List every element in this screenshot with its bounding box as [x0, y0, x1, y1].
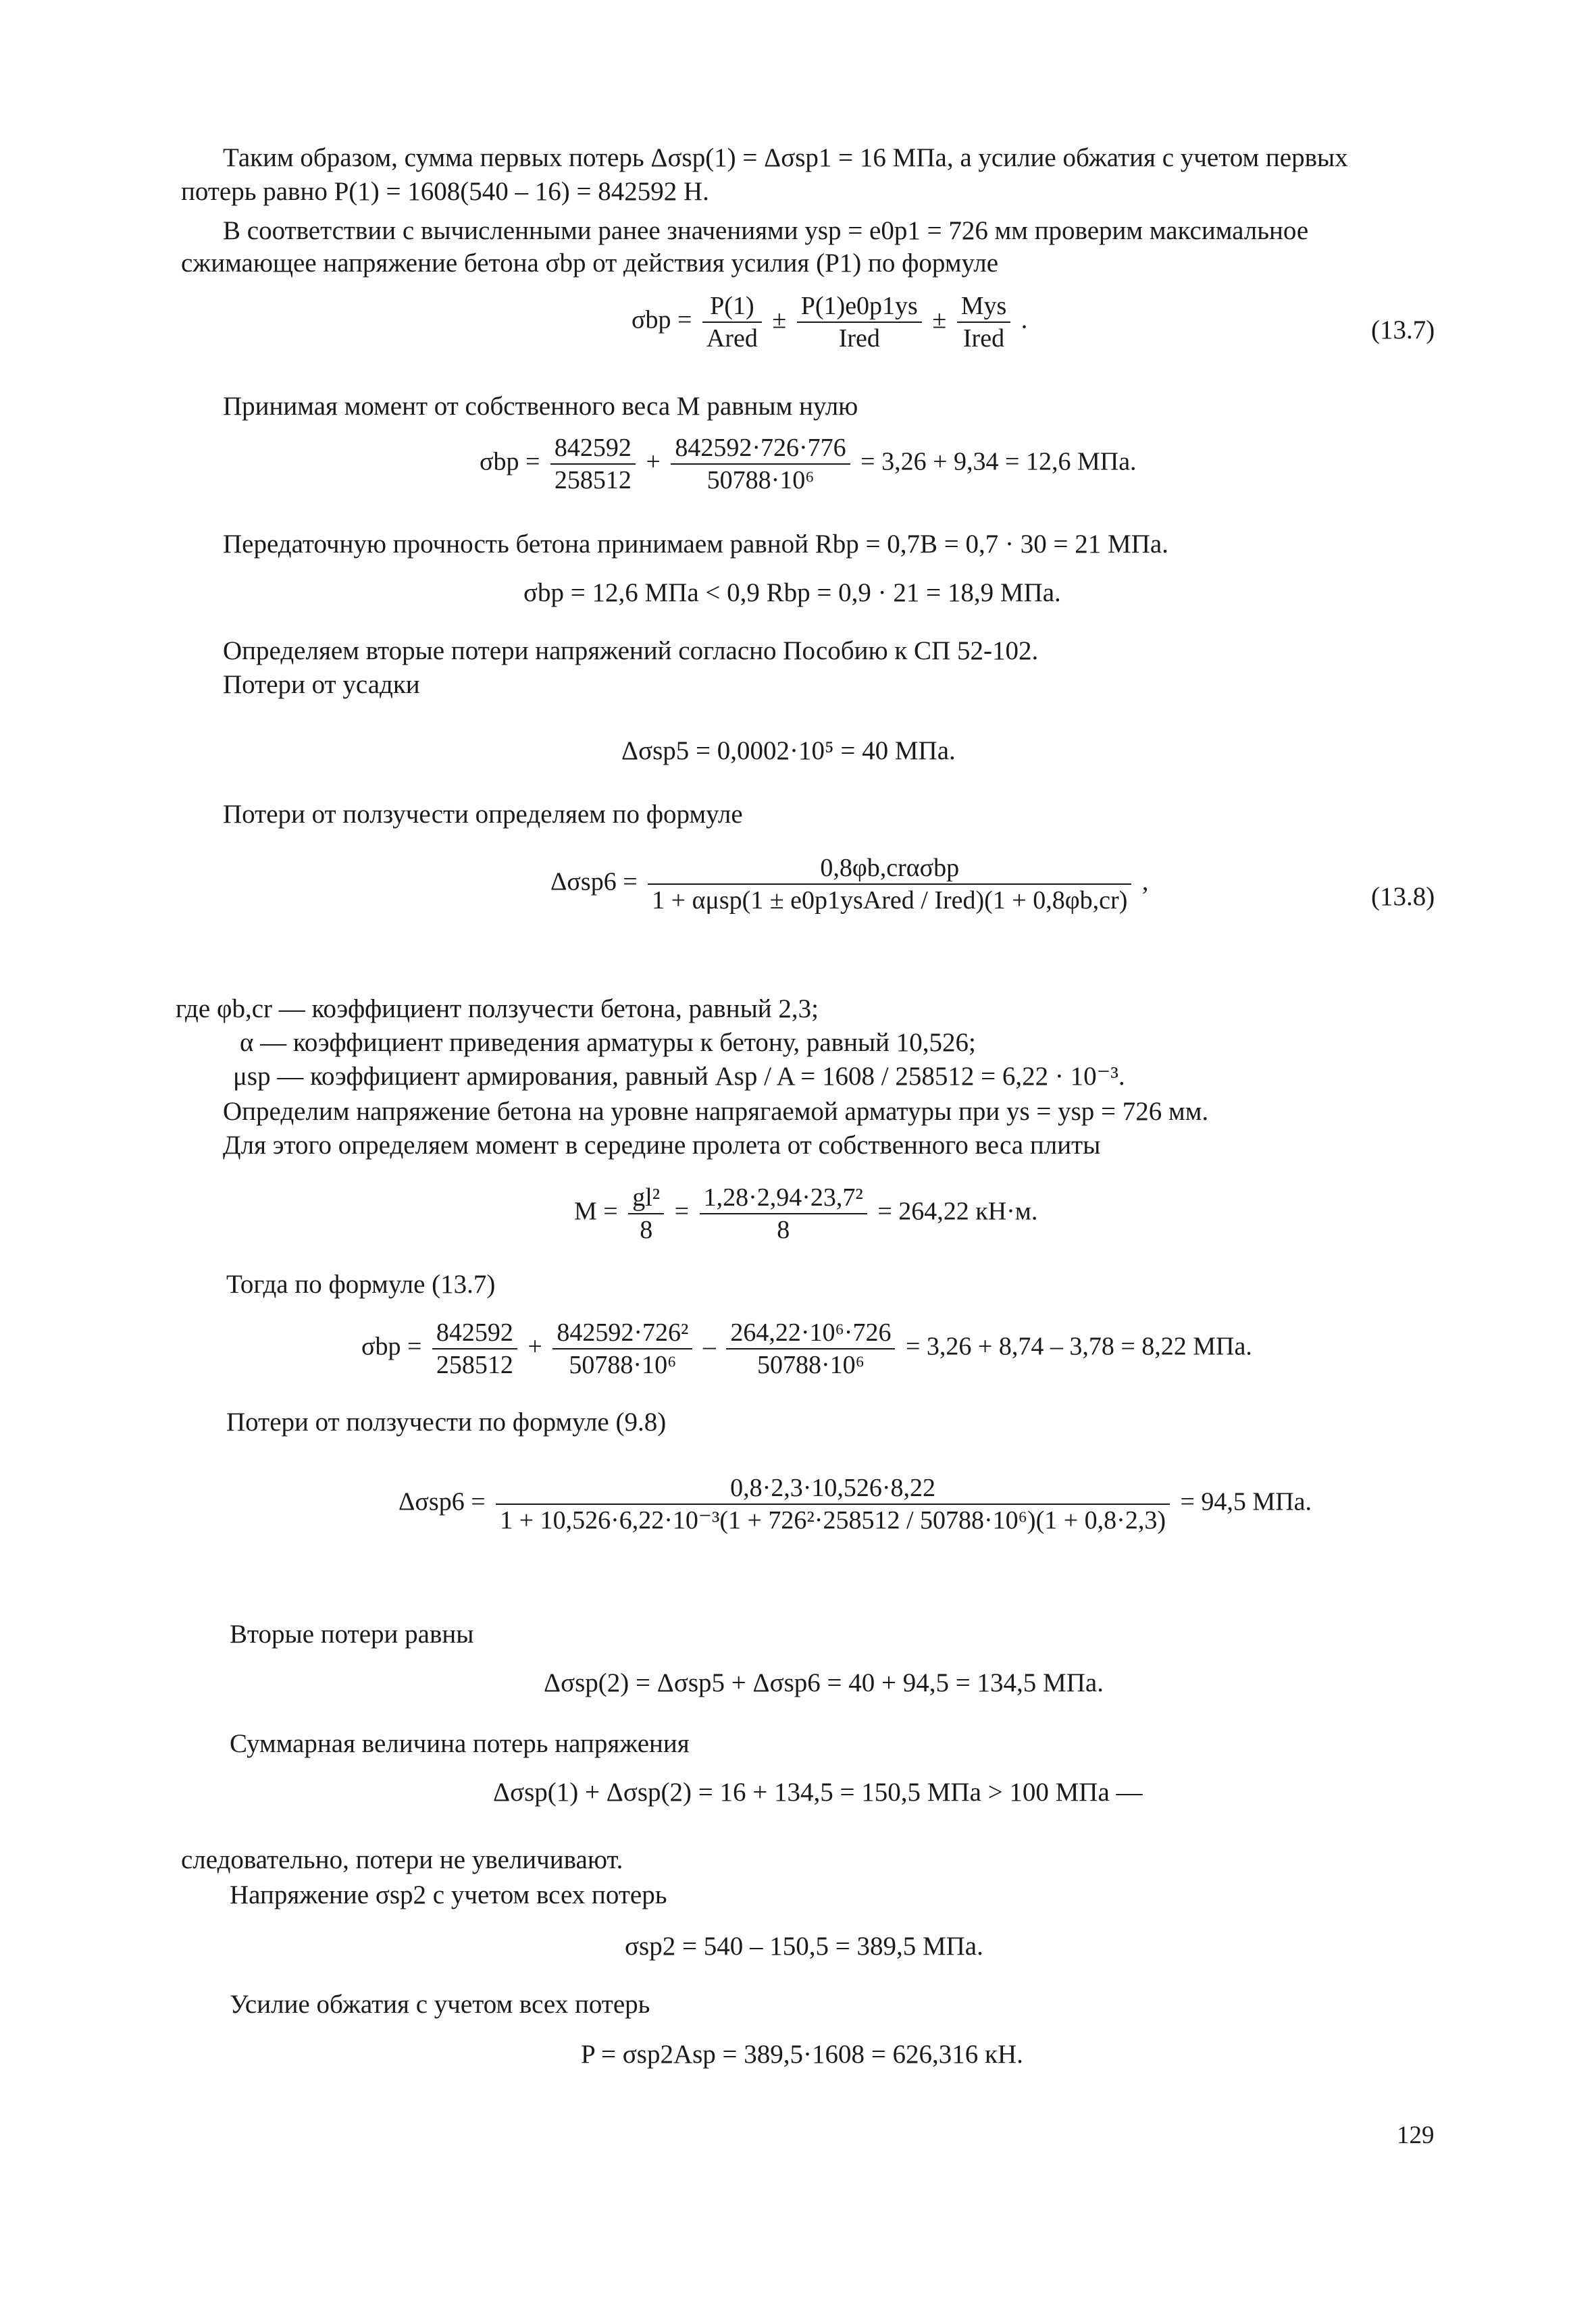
- paragraph-line: потерь равно P(1) = 1608(540 – 16) = 842592 Н.: [181, 177, 709, 206]
- paragraph-line: Определим напряжение бетона на уровне напрягаемой арматуры при ys = ysp = 726 мм.: [223, 1097, 1209, 1126]
- paragraph-line: Определяем вторые потери напряжений согласно Пособию к СП 52-102.: [223, 636, 1039, 665]
- definition-line: где φb,cr — коэффициент ползучести бетона, равный 2,3;: [176, 994, 819, 1023]
- numerator: P(1)e0p1ys: [797, 290, 922, 323]
- denominator: 258512: [554, 466, 632, 494]
- formula-result: = 3,26 + 8,74 – 3,78 = 8,22 МПа.: [905, 1332, 1252, 1361]
- paragraph-line: Тогда по формуле (13.7): [226, 1270, 496, 1299]
- page-number: 129: [1397, 2122, 1435, 2149]
- fraction: [700, 1182, 867, 1245]
- fraction: [432, 1317, 517, 1381]
- numerator: Mys: [957, 290, 1011, 323]
- numerator: 842592·726·776: [671, 432, 850, 465]
- denominator: 50788·10⁶: [706, 466, 815, 494]
- operator: +: [646, 447, 661, 476]
- numerator: gl²: [628, 1182, 664, 1214]
- denominator: 258512: [436, 1351, 513, 1379]
- formula-sigma-bp-full: [361, 1317, 1252, 1381]
- formula-line: σbp = 12,6 МПа < 0,9 Rbp = 0,9 · 21 = 18,9 МПа.: [523, 578, 1061, 607]
- formula-line: σsp2 = 540 – 150,5 = 389,5 МПа.: [625, 1932, 983, 1961]
- numerator: 1,28·2,94·23,7²: [700, 1182, 867, 1214]
- paragraph-line: Потери от усадки: [223, 670, 420, 699]
- paragraph-line: Для этого определяем момент в середине пролета от собственного веса плиты: [223, 1131, 1101, 1160]
- denominator: Ired: [838, 324, 880, 353]
- numerator: 264,22·10⁶·726: [726, 1317, 895, 1349]
- formula-lhs: σbp =: [480, 447, 540, 476]
- operator: –: [702, 1332, 716, 1361]
- numerator: 842592: [550, 432, 636, 465]
- fraction: [671, 432, 850, 496]
- equation-number: (13.8): [1371, 882, 1435, 911]
- denominator: 50788·10⁶: [569, 1351, 677, 1379]
- formula-end: ,: [1141, 867, 1149, 896]
- paragraph-line: сжимающее напряжение бетона σbp от действия усилия (P1) по формуле: [181, 249, 999, 278]
- operator: +: [527, 1332, 542, 1361]
- fraction: [496, 1472, 1170, 1536]
- fraction: [726, 1317, 895, 1381]
- formula-lhs: σbp =: [632, 305, 692, 334]
- formula-lhs: Δσsp6 =: [398, 1487, 486, 1516]
- formula-result: = 94,5 МПа.: [1180, 1487, 1312, 1516]
- paragraph-line: Таким образом, сумма первых потерь Δσsp(1) = Δσsp1 = 16 МПа, а усилие обжатия с учетом первых: [223, 143, 1348, 172]
- denominator: 1 + αμsp(1 ± e0p1ysAred / Ired)(1 + 0,8φb,cr): [652, 886, 1128, 915]
- paragraph-line: Усилие обжатия с учетом всех потерь: [230, 1990, 650, 2019]
- denominator: 50788·10⁶: [756, 1351, 865, 1379]
- paragraph-line: следовательно, потери не увеличивают.: [181, 1845, 623, 1874]
- denominator: 8: [640, 1216, 653, 1244]
- formula-result: = 3,26 + 9,34 = 12,6 МПа.: [860, 447, 1137, 476]
- formula-lhs: M =: [574, 1197, 618, 1226]
- fraction: [797, 290, 922, 354]
- paragraph-line: Потери от ползучести определяем по формуле: [223, 800, 743, 829]
- fraction: [628, 1182, 664, 1245]
- formula-moment: [574, 1182, 1037, 1245]
- fraction: [702, 290, 762, 354]
- formula-sigma-bp-initial: [480, 432, 1137, 496]
- paragraph-line: Напряжение σsp2 с учетом всех потерь: [230, 1880, 667, 1909]
- fraction: [552, 1317, 692, 1381]
- definition-line: α — коэффициент приведения арматуры к бетону, равный 10,526;: [240, 1028, 976, 1057]
- formula-lhs: Δσsp6 =: [550, 867, 638, 896]
- definition-line: μsp — коэффициент армирования, равный Asp / A = 1608 / 258512 = 6,22 · 10⁻³.: [233, 1062, 1125, 1091]
- formula-13-7: [632, 290, 1027, 354]
- formula-line: P = σsp2Asp = 389,5·1608 = 626,316 кН.: [581, 2040, 1023, 2069]
- denominator: Ared: [706, 324, 758, 353]
- numerator: P(1): [702, 290, 762, 323]
- fraction: [648, 852, 1131, 916]
- denominator: 8: [777, 1216, 790, 1244]
- formula-end: .: [1021, 305, 1028, 334]
- paragraph-line: В соответствии с вычисленными ранее значениями ysp = e0p1 = 726 мм проверим максимальное: [223, 216, 1309, 245]
- denominator: Ired: [962, 324, 1005, 353]
- numerator: 842592·726²: [552, 1317, 692, 1349]
- formula-creep-loss: [398, 1472, 1312, 1536]
- paragraph-line: Потери от ползучести по формуле (9.8): [226, 1408, 667, 1437]
- equation-number: (13.7): [1371, 315, 1435, 344]
- paragraph-line: Суммарная величина потерь напряжения: [230, 1729, 690, 1758]
- numerator: 842592: [432, 1317, 517, 1349]
- operator: ±: [772, 305, 787, 334]
- formula-line: Δσsp5 = 0,0002·10⁵ = 40 МПа.: [621, 736, 956, 765]
- numerator: 0,8φb,crασbp: [648, 852, 1131, 885]
- operator: =: [674, 1197, 690, 1226]
- formula-line: Δσsp(1) + Δσsp(2) = 16 + 134,5 = 150,5 МПа > 100 МПа —: [493, 1778, 1143, 1807]
- fraction: [957, 290, 1011, 354]
- paragraph-line: Принимая момент от собственного веса M равным нулю: [223, 392, 858, 421]
- formula-lhs: σbp =: [361, 1332, 422, 1361]
- paragraph-line: Вторые потери равны: [230, 1620, 474, 1649]
- formula-13-8: [550, 852, 1148, 916]
- fraction: [550, 432, 636, 496]
- operator: ±: [932, 305, 947, 334]
- formula-line: Δσsp(2) = Δσsp5 + Δσsp6 = 40 + 94,5 = 134,5 МПа.: [544, 1668, 1104, 1697]
- paragraph-line: Передаточную прочность бетона принимаем равной Rbp = 0,7B = 0,7 · 30 = 21 МПа.: [223, 530, 1168, 559]
- denominator: 1 + 10,526·6,22·10⁻³(1 + 726²·258512 / 50788·10⁶)(1 + 0,8·2,3): [500, 1506, 1166, 1535]
- numerator: 0,8·2,3·10,526·8,22: [496, 1472, 1170, 1505]
- formula-result: = 264,22 кН·м.: [877, 1197, 1038, 1226]
